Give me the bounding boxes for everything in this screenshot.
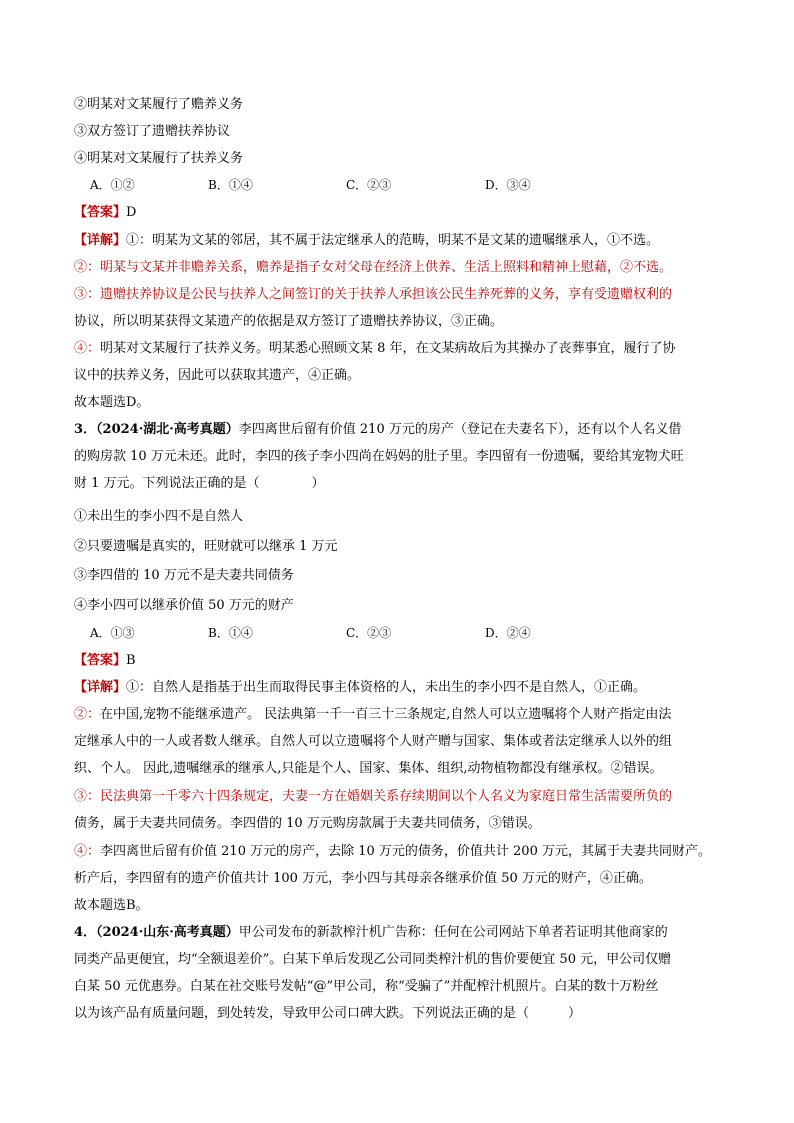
q3-option-d: D．②④ [485, 626, 531, 640]
q2-option-b: B．①④ [208, 178, 253, 192]
q2-statement-2: ②明某对文某履行了赡养义务 [74, 97, 244, 112]
q3-detail-4-prefix: ④： [74, 844, 101, 859]
q4-stem-1-text: 甲公司发布的新款榨汁机广告称：任何在公司网站下单者若证明其他商家的 [238, 925, 668, 940]
q3-statement-4: ④李小四可以继承价值 50 万元的财产 [74, 598, 294, 613]
q3-answer-value: B [126, 653, 136, 668]
q4-stem-3: 白某 50 元优惠券。白某在社交账号发帖“@”甲公司，称“受骗了”并配榨汁机照片。白某的数十万粉丝 [74, 979, 659, 994]
q2-answer [74, 204, 734, 222]
q3-detail-4a-text: 李四离世后留有价值 210 万元的房产，去除 10 万元的债务，价值共计 200 万元，其属于夫妻共同财产。 [100, 844, 711, 859]
q4-stem-1 [74, 924, 734, 942]
q2-answer-label: 【答案】 [74, 205, 127, 220]
q3-detail-2-prefix: ②： [74, 707, 101, 722]
q2-detail-2: ②：明某与文某并非赡养关系，赡养是指子女对父母在经济上供养、生活上照料和精神上慰藉，②不选。 [74, 260, 673, 275]
q3-stem-3: 财 1 万元。下列说法正确的是（ ） [74, 476, 325, 491]
q4-stem-2: 同类产品更便宜，均“全额退差价”。白某下单后发现乙公司同类榨汁机的售价要便宜 50 元，甲公司仅赠 [74, 952, 672, 967]
q3-detail-2a-text: 在中国,宠物不能继承遗产。 民法典第一千一百三十三条规定,自然人可以立遗嘱将个人财产指定由法 [100, 707, 672, 722]
q2-detail-4a-text: 明某对文某履行了扶养义务。明某悉心照顾文某 8 年，在文某病故后为其操办了丧葬事宜，履行了协 [100, 341, 676, 356]
q3-option-c: C．②③ [346, 626, 392, 640]
q3-detail-1-text: ①：自然人是指基于出生而取得民事主体资格的人，未出生的李小四不是自然人，①正确。 [126, 680, 647, 695]
q3-statement-3: ③李四借的 10 万元不是夫妻共同债务 [74, 568, 294, 583]
q3-detail-4a [74, 843, 734, 861]
q2-option-a: A．①② [90, 178, 135, 192]
q4-stem-4: 以为该产品有质量问题，到处转发，导致甲公司口碑大跌。下列说法正确的是（ ） [74, 1006, 582, 1021]
q2-statement-3: ③双方签订了遗赠扶养协议 [74, 124, 231, 139]
q3-detail-3b: 债务，属于夫妻共同债务。李四借的 10 万元购房款属于夫妻共同债务，③错误。 [74, 816, 541, 831]
q2-detail-1 [74, 232, 734, 250]
q2-detail-4b: 议中的扶养义务，因此可以获取其遗产，④正确。 [74, 368, 361, 383]
q2-detail-3a [74, 286, 734, 304]
q3-detail-2b: 定继承人中的一人或者数人继承。自然人可以立遗嘱将个人财产赠与国家、集体或者法定继承人以外的组 [74, 734, 673, 749]
q2-statement-4: ④明某对文某履行了扶养义务 [74, 151, 244, 166]
q2-detail-4-prefix: ④： [74, 341, 101, 356]
q2-detail-1-text: ①：明某为文某的邻居，其不属于法定继承人的范畴，明某不是文某的遗嘱继承人，①不选。 [126, 233, 660, 248]
q3-detail-1 [74, 679, 734, 697]
q3-answer [74, 652, 734, 670]
q3-answer-label: 【答案】 [74, 653, 127, 668]
q3-statement-2: ②只要遗嘱是真实的，旺财就可以继承 1 万元 [74, 539, 338, 554]
q3-option-a: A．①③ [90, 626, 135, 640]
q3-detail-2c: 织、个人。 因此,遗嘱继承的继承人,只能是个人、国家、集体、组织,动物植物都没有继承权。②错误。 [74, 761, 663, 776]
q3-stem-1 [74, 421, 734, 439]
q2-option-c: C．②③ [346, 178, 392, 192]
q3-option-b: B．①④ [208, 626, 253, 640]
q3-detail-3a: ③：民法典第一千零六十四条规定，夫妻一方在婚姻关系存续期间以个人名义为家庭日常生活需要所负的 [74, 789, 673, 804]
q2-detail-label: 【详解】 [74, 233, 127, 248]
q3-conclusion: 故本题选B。 [74, 898, 149, 913]
q2-option-d: D．③④ [485, 178, 531, 192]
q3-source: 3．（2024·湖北·高考真题） [74, 422, 239, 437]
q3-statement-1: ①未出生的李小四不是自然人 [74, 509, 244, 524]
q2-detail-3b: 协议，所以明某获得文某遗产的依据是双方签订了遗赠扶养协议，③正确。 [74, 314, 504, 329]
q2-answer-value: D [126, 205, 137, 220]
q3-stem-1-text: 李四离世后留有价值 210 万元的房产（登记在夫妻名下），还有以个人名义借 [238, 422, 682, 437]
q3-detail-2a [74, 706, 734, 724]
q4-source: 4．（2024·山东·高考真题） [74, 925, 239, 940]
q3-detail-label: 【详解】 [74, 680, 127, 695]
q3-detail-4b: 析产后，李四留有的遗产价值共计 100 万元，李小四与其母亲各继承价值 50 万元的财产，④正确。 [74, 871, 652, 886]
q3-stem-2: 的购房款 10 万元未还。此时，李四的孩子李小四尚在妈妈的肚子里。李四留有一份遗嘱，要给其宠物犬旺 [74, 449, 684, 464]
q2-detail-3-prefix: ③： [74, 287, 101, 302]
q2-conclusion: 故本题选D。 [74, 395, 150, 410]
q2-detail-3a-text: 遗赠扶养协议是公民与扶养人之间签订的关于扶养人承担该公民生养死葬的义务，享有受遗赠权利的 [100, 287, 673, 302]
q2-detail-4a [74, 340, 734, 358]
